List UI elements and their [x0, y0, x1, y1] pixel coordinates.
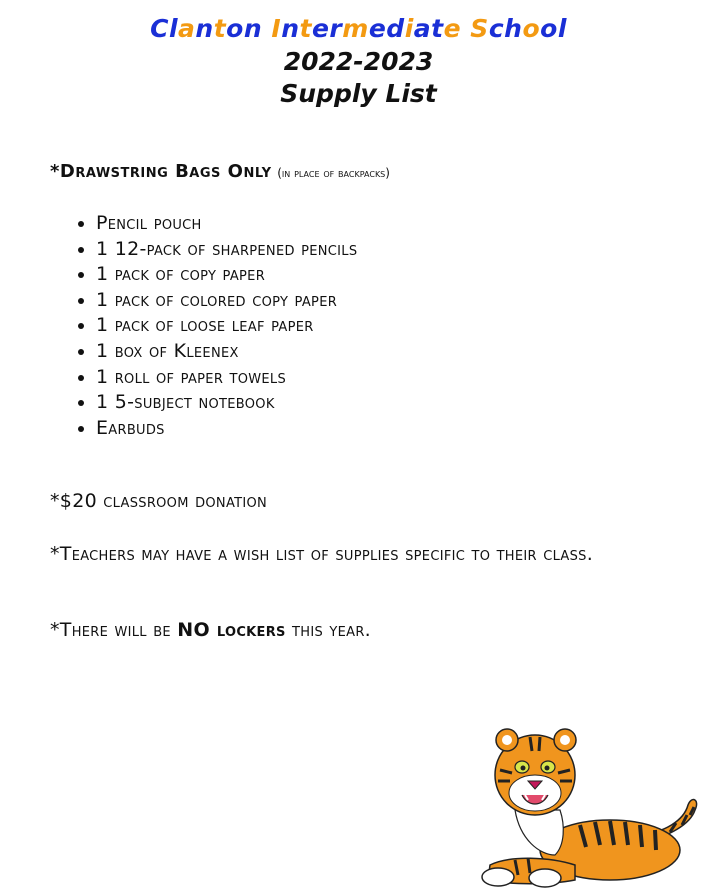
school-name-letter [461, 14, 470, 43]
school-name-letter: i [404, 14, 414, 43]
school-name-letter: l [557, 14, 567, 43]
school-name-letter: e [311, 14, 330, 43]
school-name-letter: l [168, 14, 179, 43]
list-item: • 1 12-pack of sharpened pencils [96, 237, 690, 263]
school-year: 2022-2023 [283, 47, 434, 76]
school-name-letter: r [329, 14, 343, 43]
school-name-letter: t [431, 14, 444, 43]
school-name-letter: o [540, 14, 558, 43]
school-name-letter: n [195, 14, 214, 43]
drawstring-bags-note: (in place of backpacks) [277, 166, 390, 180]
school-name-letter: S [470, 14, 489, 43]
school-name-letter: I [271, 14, 282, 43]
list-item: • 1 5-subject notebook [96, 390, 690, 416]
school-name-letter: d [386, 14, 405, 43]
supply-content [50, 160, 690, 441]
school-name [0, 12, 717, 46]
lockers-note-after: this year. [285, 619, 372, 641]
lockers-note-before: *There will be [50, 619, 178, 641]
drawstring-bags-line [50, 160, 690, 185]
list-item: • 1 pack of loose leaf paper [96, 313, 690, 339]
school-name-letter: e [443, 14, 462, 43]
school-name-letter: h [504, 14, 523, 43]
school-name-letter: t [299, 14, 312, 43]
lockers-note [50, 618, 690, 643]
school-name-letter: o [226, 14, 244, 43]
school-name-letter: n [281, 14, 300, 43]
supply-items-list [50, 211, 690, 441]
list-item: • 1 pack of colored copy paper [96, 288, 690, 314]
document-header [0, 12, 717, 110]
school-name-letter [262, 14, 271, 43]
list-item: • 1 box of Kleenex [96, 339, 690, 365]
school-name-letter: a [413, 14, 432, 43]
drawstring-bags-text: *Drawstring Bags Only [50, 161, 272, 182]
lockers-note-bold: NO lockers [177, 619, 286, 641]
donation-note: *$20 classroom donation [50, 490, 268, 512]
school-name-letter: a [178, 14, 196, 43]
supply-list-title: Supply List [280, 79, 437, 108]
teachers-wish-list-note: *Teachers may have a wish list of supplies specific to their class. [50, 543, 594, 565]
school-name-letter: e [368, 14, 387, 43]
list-item: • 1 pack of copy paper [96, 262, 690, 288]
list-item: • 1 roll of paper towels [96, 365, 690, 391]
school-name-letter: n [243, 14, 263, 43]
school-name-letter: C [150, 14, 169, 43]
school-name-letter: t [213, 14, 227, 43]
list-item: • Earbuds [96, 416, 690, 442]
school-name-letter: m [342, 14, 369, 43]
school-name-letter: o [522, 14, 541, 43]
school-name-letter: c [488, 14, 505, 43]
list-item: • Pencil pouch [96, 211, 690, 237]
tiger-mascot-icon [470, 715, 710, 890]
